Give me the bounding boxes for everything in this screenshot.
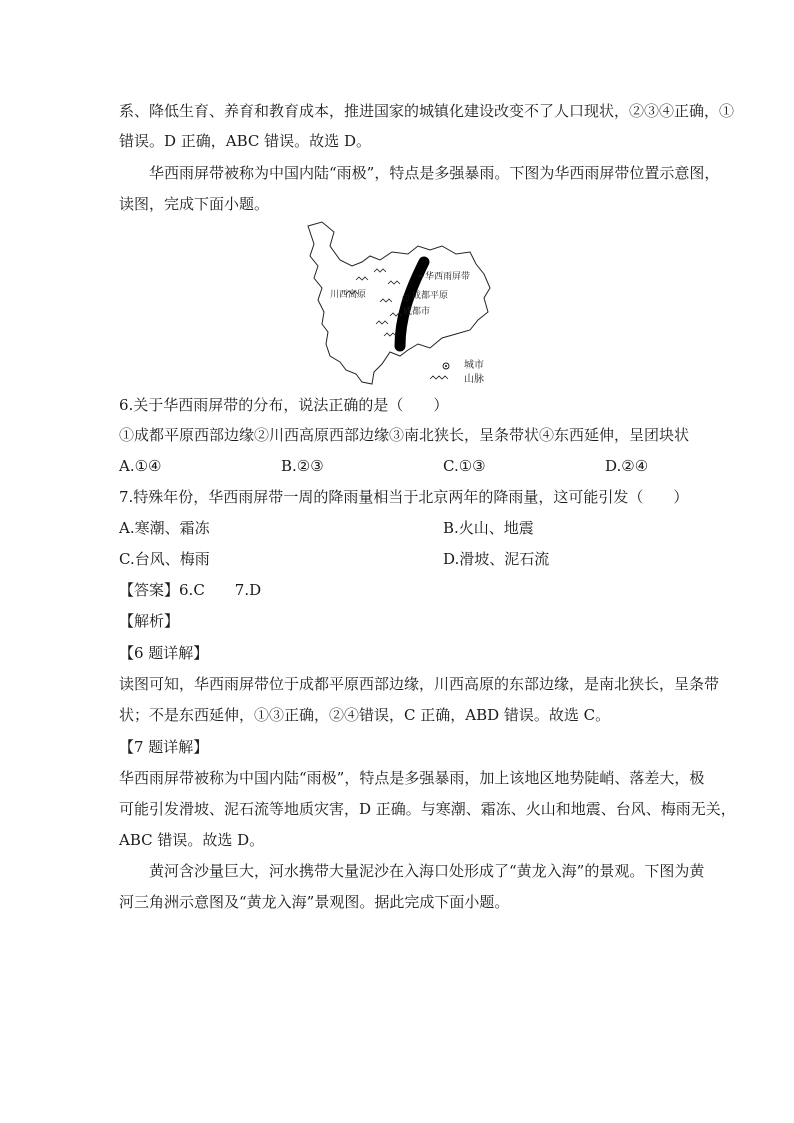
q7-analysis-label: 【7 题详解】 — [119, 738, 209, 756]
legend-mountain-icon — [430, 376, 448, 379]
rain-screen-map — [300, 216, 500, 388]
q7-analysis-text: ABC 错误。故选 D。 — [119, 831, 265, 849]
q6-option-d: D.②④ — [605, 457, 649, 475]
paragraph-text: 华西雨屏带被称为中国内陆“雨极”，特点是多强暴雨。下图为华西雨屏带位置示意图， — [149, 164, 720, 182]
paragraph-text: 错误。D 正确，ABC 错误。故选 D。 — [119, 132, 371, 150]
province-outline — [308, 222, 490, 384]
q6-analysis-text: 状；不是东西延伸，①③正确，②④错误，C 正确，ABD 错误。故选 C。 — [119, 706, 611, 724]
analysis-label: 【解析】 — [119, 612, 180, 630]
q7-option-d: D.滑坡、泥石流 — [443, 550, 550, 568]
next-intro-text: 河三角洲示意图及“黄龙入海”景观图。据此完成下面小题。 — [119, 893, 510, 911]
label-chengdu-plain: 成都平原 — [412, 291, 449, 301]
paragraph-text: 系、降低生育、养育和教育成本，推进国家的城镇化建设改变不了人口现状，②③④正确，① — [119, 102, 735, 120]
label-chengdu-city: 成都市 — [403, 307, 431, 317]
legend-city-label: 城市 — [464, 360, 484, 371]
legend-mountain-label: 山脉 — [464, 374, 484, 385]
q6-option-a: A.①④ — [119, 457, 162, 475]
q7-option-c: C.台风、梅雨 — [119, 550, 210, 568]
q7-option-b: B.火山、地震 — [443, 519, 534, 537]
next-intro-text: 黄河含沙量巨大，河水携带大量泥沙在入海口处形成了“黄龙入海”的景观。下图为黄 — [149, 862, 705, 880]
question-7-stem: 7.特殊年份，华西雨屏带一周的降雨量相当于北京两年的降雨量，这可能引发（ ） — [119, 488, 689, 506]
map-svg — [300, 216, 500, 388]
answer-text: 6.C 7.D — [179, 581, 262, 599]
label-plateau: 川西高原 — [330, 290, 367, 300]
paragraph-text: 读图，完成下面小题。 — [119, 195, 270, 213]
label-rain-band: 华西雨屏带 — [425, 272, 471, 282]
answer-line — [119, 580, 699, 600]
question-6-stem: 6.关于华西雨屏带的分布，说法正确的是（ ） — [119, 396, 449, 414]
q7-analysis-text: 可能引发滑坡、泥石流等地质灾害，D 正确。与寒潮、霜冻、火山和地震、台风、梅雨无关， — [119, 800, 736, 818]
question-6-statements: ①成都平原西部边缘②川西高原西部边缘③南北狭长，呈条带状④东西延伸，呈团块状 — [119, 426, 690, 444]
q6-option-b: B.②③ — [281, 457, 324, 475]
q7-option-a: A.寒潮、霜冻 — [119, 519, 210, 537]
q6-analysis-text: 读图可知，华西雨屏带位于成都平原西部边缘，川西高原的东部边缘，是南北狭长，呈条带 — [119, 675, 720, 693]
answer-label: 【答案】 — [119, 581, 180, 599]
q7-analysis-text: 华西雨屏带被称为中国内陆“雨极”，特点是多强暴雨，加上该地区地势陡峭、落差大，极 — [119, 769, 705, 787]
q6-option-c: C.①③ — [443, 457, 486, 475]
q6-analysis-label: 【6 题详解】 — [119, 644, 209, 662]
